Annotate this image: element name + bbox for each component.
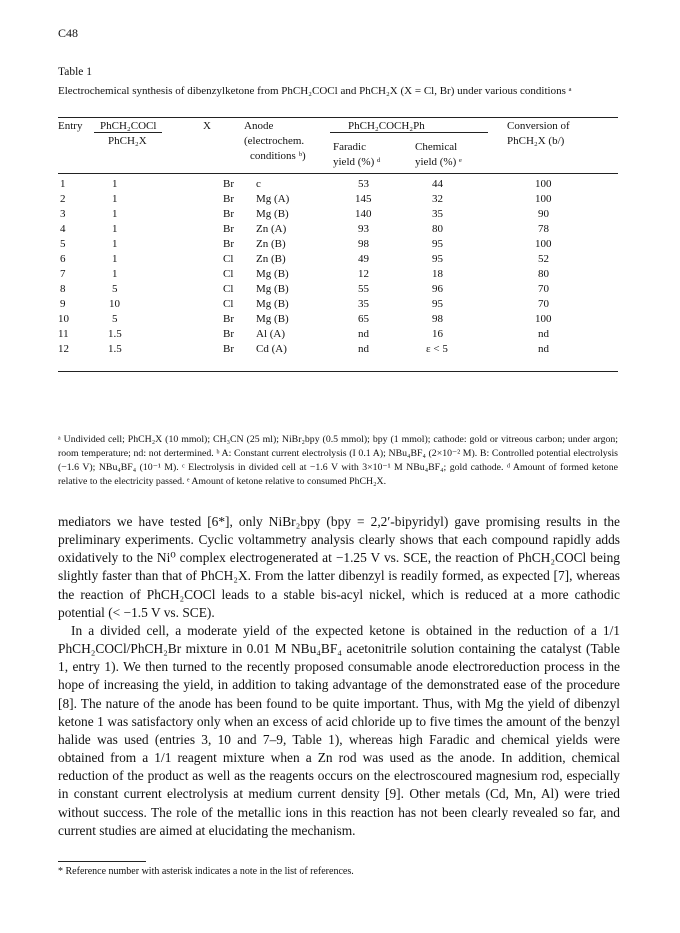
cell-faradic: 93	[358, 223, 369, 235]
cell-ratio: 10	[109, 298, 120, 310]
cell-x: Br	[223, 178, 234, 190]
table-row	[0, 268, 680, 283]
cell-faradic: 35	[358, 298, 369, 310]
header-product: PhCH₂COCH₂Ph	[348, 120, 425, 132]
cell-chemical: 80	[432, 223, 443, 235]
cell-x: Br	[223, 238, 234, 250]
table-header-rule	[58, 173, 618, 174]
header-ratio-bottom: PhCH₂X	[108, 135, 147, 147]
cell-x: Cl	[223, 283, 234, 295]
cell-anode: Mg (A)	[256, 193, 290, 205]
table-row	[0, 208, 680, 223]
cell-anode: Cd (A)	[256, 343, 287, 355]
cell-chemical: 16	[432, 328, 443, 340]
cell-anode: Al (A)	[256, 328, 286, 340]
cell-chemical: 95	[432, 298, 443, 310]
cell-faradic: 49	[358, 253, 369, 265]
page-footnote: * Reference number with asterisk indicates a note in the list of references.	[58, 866, 354, 877]
header-anode-1: Anode	[244, 120, 274, 132]
cell-entry: 2	[60, 193, 66, 205]
cell-chemical: 32	[432, 193, 443, 205]
cell-entry: 6	[60, 253, 66, 265]
cell-entry: 4	[60, 223, 66, 235]
table-label: Table 1	[58, 66, 93, 78]
table-row	[0, 253, 680, 268]
cell-ratio: 1	[112, 238, 118, 250]
cell-x: Br	[223, 193, 234, 205]
ratio-header-rule	[94, 132, 162, 133]
cell-ratio: 1	[112, 178, 118, 190]
table-caption: Electrochemical synthesis of dibenzylketone from PhCH₂COCl and PhCH₂X (X = Cl, Br) under various conditions ᵃ	[58, 85, 572, 97]
header-anode-2: (electrochem.	[244, 135, 305, 147]
cell-x: Br	[223, 223, 234, 235]
table-top-rule	[58, 117, 618, 118]
cell-entry: 3	[60, 208, 66, 220]
cell-anode: c	[256, 178, 261, 190]
table-row	[0, 313, 680, 328]
cell-ratio: 1	[112, 268, 118, 280]
cell-faradic: 145	[355, 193, 372, 205]
cell-anode: Mg (B)	[256, 283, 289, 295]
table-row	[0, 298, 680, 313]
cell-conversion: nd	[538, 328, 549, 340]
cell-anode: Zn (A)	[256, 223, 287, 235]
table-footnotes: ᵃ Undivided cell; PhCH₂X (10 mmol); CH₃CN (25 ml); NiBr₂bpy (0.5 mmol); bpy (1 mmol); cathode: gold or vitreous carbon; under argon; room temperature; nd: not dertermined. ᵇ A: Constant current electrolysis (I 0.1 A); NBu₄BF₄ (2×10⁻² M). B: Controlled potential electrolysis (−1.6 V); NBu₄BF₄ (10⁻¹ M). ᶜ Electrolysis in divided cell at −1.6 V with 3×10⁻¹ M NBu₄BF₄; gold cathode. ᵈ Amount of formed ketone relative to the electricity passed. ᵉ Amount of ketone relative to consumed PhCH₂X.	[58, 434, 618, 487]
cell-entry: 7	[60, 268, 66, 280]
cell-anode: Zn (B)	[256, 253, 286, 265]
cell-faradic: 98	[358, 238, 369, 250]
cell-faradic: 53	[358, 178, 369, 190]
table-row	[0, 343, 680, 358]
cell-ratio: 1	[112, 208, 118, 220]
cell-chemical: 95	[432, 238, 443, 250]
cell-faradic: 12	[358, 268, 369, 280]
header-anode-3: conditions ᵇ)	[250, 150, 306, 162]
table-row	[0, 238, 680, 253]
cell-conversion: 70	[538, 283, 549, 295]
cell-conversion: 78	[538, 223, 549, 235]
cell-entry: 5	[60, 238, 66, 250]
table-row	[0, 178, 680, 193]
cell-x: Cl	[223, 253, 234, 265]
cell-x: Br	[223, 328, 234, 340]
cell-x: Br	[223, 343, 234, 355]
table-row	[0, 283, 680, 298]
cell-entry: 9	[60, 298, 66, 310]
cell-chemical: ε < 5	[426, 343, 448, 355]
footnote-rule	[58, 861, 146, 862]
header-entry: Entry	[58, 120, 83, 132]
page-number: C48	[58, 26, 79, 40]
table-row	[0, 328, 680, 343]
cell-conversion: 100	[535, 238, 552, 250]
cell-ratio: 1.5	[108, 328, 122, 340]
cell-ratio: 5	[112, 313, 118, 325]
cell-chemical: 98	[432, 313, 443, 325]
header-x: X	[203, 120, 211, 132]
cell-x: Cl	[223, 268, 234, 280]
cell-anode: Mg (B)	[256, 268, 289, 280]
header-chemical-2: yield (%) ᵉ	[415, 156, 462, 168]
paragraph: mediators we have tested [6*], only NiBr₂bpy (bpy = 2,2′-bipyridyl) gave promising results in the preliminary experiments. Cyclic voltammetry analysis clearly shows that each compound rapidly adds oxidatively to the Ni⁰ complex electrogenerated at −1.25 V vs. SCE, the reaction of PhCH₂COCl being slightly faster than that of PhCH₂X. From the latter dibenzyl is readily formed, as expected [7], whereas the reaction of PhCH₂COCl leads to a stable bis-acyl nickel, which is reduced at a more cathodic potential (< −1.5 V vs. SCE).	[58, 514, 620, 620]
cell-conversion: 90	[538, 208, 549, 220]
cell-chemical: 44	[432, 178, 443, 190]
cell-ratio: 1	[112, 253, 118, 265]
cell-anode: Zn (B)	[256, 238, 286, 250]
cell-chemical: 35	[432, 208, 443, 220]
paragraph: In a divided cell, a moderate yield of the expected ketone is obtained in the reduction of a 1/1 PhCH₂COCl/PhCH₂Br mixture in 0.01 M NBu₄BF₄ acetonitrile solution containing the catalyst (Table 1, entry 1). We then turned to the recently proposed consumable anode electroreduction process in the hope of increasing the yield, in addition to taking advantage of the demonstrated ease of the procedure [8]. The nature of the anode has been found to be quite important. Thus, with Mg the yield of dibenzyl ketone 1 was satisfactory only when an excess of acid chloride up to five times the amount of the benzyl halide was used (entries 3, 10 and 7–9, Table 1), whereas high Faradic and chemical yields were obtained from a 1/1 reagent mixture when a Zn rod was used as the anode. In addition, chemical reduction of the product as well as the reagents occurs on the electroscoured magnesium rod, especially in constant current electrolysis at medium current density [9]. Other metals (Cd, Mn, Al) were tried without success. The role of the metallic ions in this reaction has not been clearly revealed so far, and current studies are aimed at elucidating the mechanism.	[58, 622, 620, 838]
cell-conversion: 52	[538, 253, 549, 265]
header-conversion-2: PhCH₂X (b/)	[507, 135, 565, 147]
cell-conversion: 100	[535, 313, 552, 325]
cell-entry: 12	[58, 343, 69, 355]
cell-ratio: 5	[112, 283, 118, 295]
cell-faradic: 140	[355, 208, 372, 220]
cell-chemical: 96	[432, 283, 443, 295]
cell-x: Br	[223, 313, 234, 325]
cell-x: Cl	[223, 298, 234, 310]
cell-conversion: nd	[538, 343, 549, 355]
cell-ratio: 1.5	[108, 343, 122, 355]
cell-entry: 11	[58, 328, 69, 340]
cell-chemical: 18	[432, 268, 443, 280]
cell-entry: 1	[60, 178, 66, 190]
product-header-rule	[330, 132, 488, 133]
table-row	[0, 223, 680, 238]
cell-entry: 8	[60, 283, 66, 295]
cell-faradic: 55	[358, 283, 369, 295]
header-conversion-1: Conversion of	[507, 120, 570, 132]
cell-faradic: 65	[358, 313, 369, 325]
cell-anode: Mg (B)	[256, 298, 289, 310]
header-faradic-1: Faradic	[333, 141, 366, 153]
cell-x: Br	[223, 208, 234, 220]
cell-anode: Mg (B)	[256, 208, 289, 220]
cell-conversion: 70	[538, 298, 549, 310]
body-text	[58, 513, 620, 840]
table-bottom-rule	[58, 371, 618, 372]
cell-faradic: nd	[358, 343, 369, 355]
header-faradic-2: yield (%) ᵈ	[333, 156, 381, 168]
cell-conversion: 80	[538, 268, 549, 280]
header-ratio-top: PhCH₂COCl	[100, 120, 157, 132]
cell-entry: 10	[58, 313, 69, 325]
cell-faradic: nd	[358, 328, 369, 340]
cell-ratio: 1	[112, 193, 118, 205]
cell-chemical: 95	[432, 253, 443, 265]
table-row	[0, 193, 680, 208]
cell-ratio: 1	[112, 223, 118, 235]
cell-conversion: 100	[535, 193, 552, 205]
cell-conversion: 100	[535, 178, 552, 190]
header-chemical-1: Chemical	[415, 141, 458, 153]
cell-anode: Mg (B)	[256, 313, 289, 325]
